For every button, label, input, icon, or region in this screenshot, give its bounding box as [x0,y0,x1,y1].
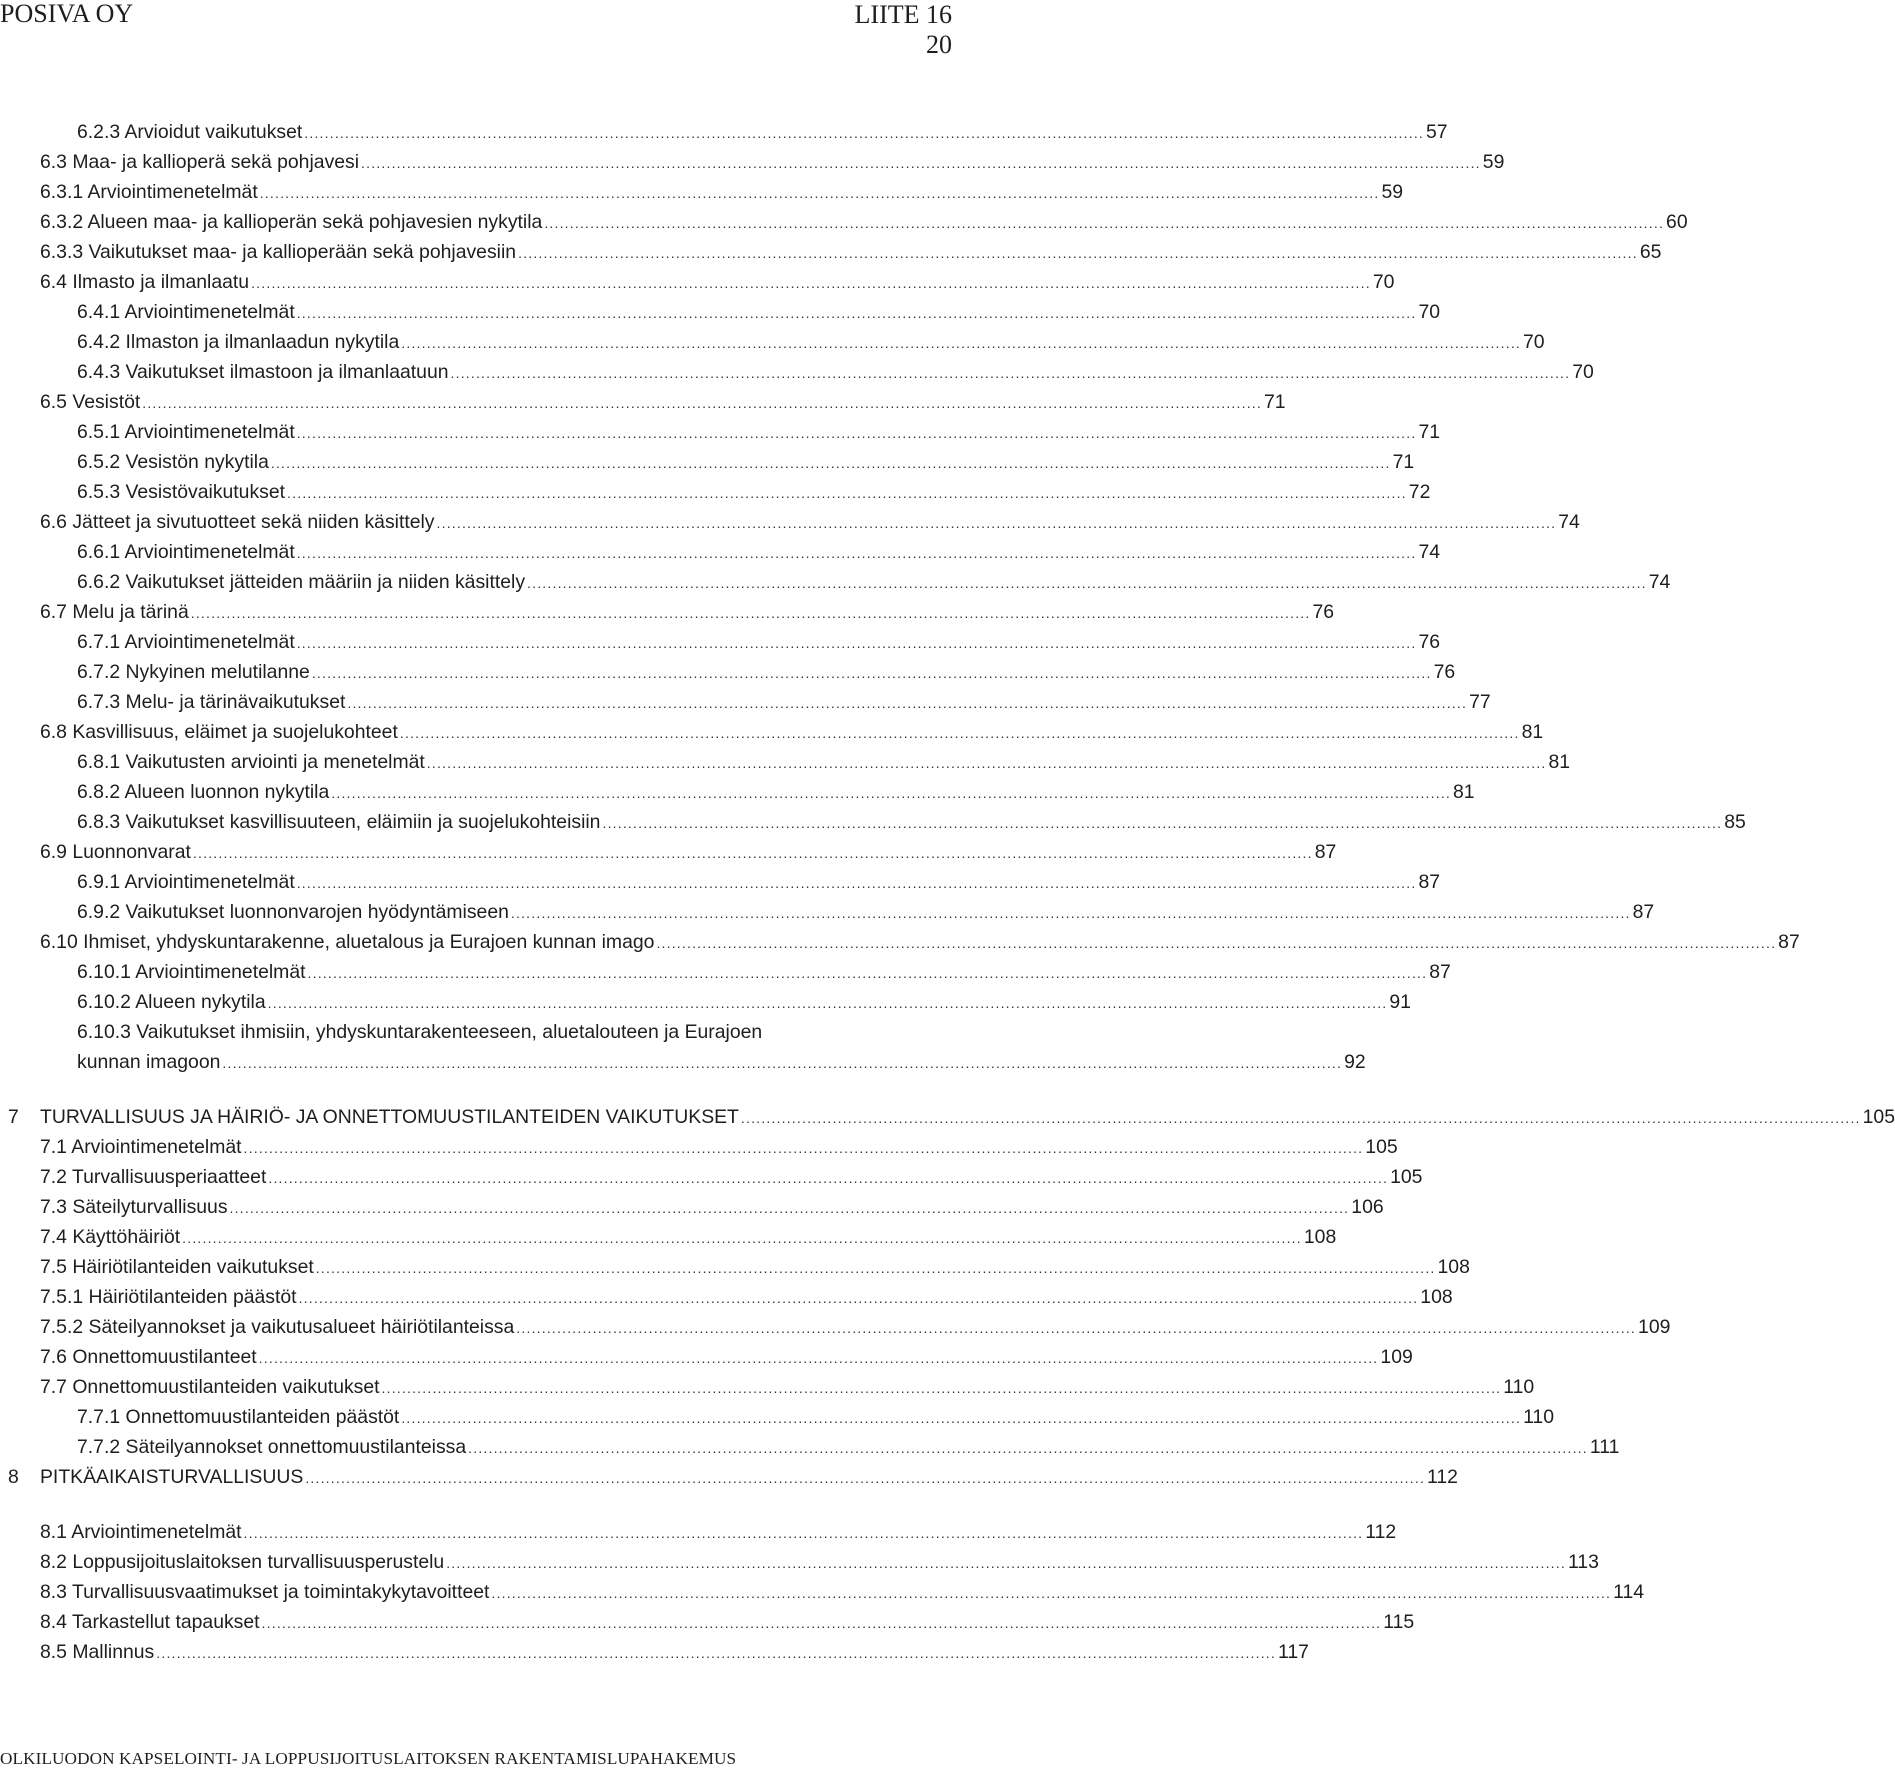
toc-entry[interactable] [77,1433,1620,1461]
toc-page-number: 110 [1503,1376,1535,1398]
dot-leader: ............................................................................................................................................................................................................................ [296,635,1417,651]
dot-leader: ............................................................................................................................................................................................................................ [399,725,1520,741]
toc-page-number: 112 [1427,1466,1458,1488]
dot-leader: ............................................................................................................................................................................................................................ [381,1380,1502,1396]
dot-leader: ............................................................................................................................................................................................................................ [518,245,1638,261]
toc-page-number: 109 [1380,1346,1413,1368]
toc-page-number: 111 [1589,1436,1620,1458]
toc-title: kunnan imagoon [77,1051,221,1073]
toc-title: 8.1 Arviointimenetelmät [40,1521,242,1543]
dot-leader: ............................................................................................................................................................................................................................ [510,905,1631,921]
toc-entry[interactable] [40,148,1505,176]
toc-page-number: 57 [1426,121,1448,143]
toc-title: 7.5.2 Säteilyannokset ja vaikutusalueet häiriötilanteissa [40,1316,515,1338]
toc-title: 7.3 Säteilyturvallisuus [40,1196,228,1218]
dot-leader: ............................................................................................................................................................................................................................ [307,965,1428,981]
toc-entry[interactable] [77,358,1594,386]
toc-title: 8.3 Turvallisuusvaatimukset ja toimintakykytavoitteet [40,1581,490,1603]
toc-title: 6.3.1 Arviointimenetelmät [40,181,258,203]
toc-page-number: 59 [1381,181,1404,203]
dot-leader: ............................................................................................................................................................................................................................ [296,545,1417,561]
toc-title: 6.6 Jätteet ja sivutuotteet sekä niiden käsittely [40,511,435,533]
toc-title: 6.8.3 Vaikutukset kasvillisuuteen, eläimiin ja suojelukohteisiin [77,811,601,833]
toc-entry[interactable] [40,1313,1671,1341]
dot-leader: ............................................................................................................................................................................................................................ [296,425,1417,441]
toc-title: 8.4 Tarkastellut tapaukset [40,1611,260,1633]
toc-page-number: 87 [1429,961,1451,983]
toc-page-number: 76 [1418,631,1441,653]
toc-title: 7.7 Onnettomuustilanteiden vaikutukset [40,1376,380,1398]
dot-leader: ............................................................................................................................................................................................................................ [361,155,1481,171]
dot-leader: ............................................................................................................................................................................................................................ [401,335,1522,351]
toc-title: 6.10.2 Alueen nykytila [77,991,266,1013]
toc-title: 7.7.2 Säteilyannokset onnettomuustilanteissa [77,1436,467,1458]
toc-page-number: 109 [1638,1316,1671,1338]
toc-page-number: 108 [1303,1226,1337,1248]
toc-page-number: 74 [1418,541,1441,563]
toc-entry[interactable] [40,268,1395,296]
toc-title: 6.8.1 Vaikutusten arviointi ja menetelmät [77,751,425,773]
toc-page-number: 91 [1389,991,1411,1013]
dot-leader: ............................................................................................................................................................................................................................ [527,575,1647,591]
toc-page-number: 74 [1648,571,1671,593]
dot-leader: ............................................................................................................................................................................................................................ [142,395,1262,411]
toc-entry[interactable] [40,1373,1535,1401]
toc-page-number: 70 [1523,331,1545,353]
toc-page-number: 87 [1418,871,1441,893]
toc-page-number: 113 [1567,1551,1599,1573]
dot-leader: ............................................................................................................................................................................................................................ [192,845,1313,861]
toc-page-number: 108 [1420,1286,1453,1308]
dot-leader: ............................................................................................................................................................................................................................ [740,1110,1861,1126]
toc-entry[interactable] [77,628,1441,656]
toc-title: 6.7 Melu ja tärinä [40,601,189,623]
toc-page-number: 114 [1613,1581,1645,1603]
dot-leader: ............................................................................................................................................................................................................................ [267,995,1388,1011]
dot-leader: ............................................................................................................................................................................................................................ [261,1615,1382,1631]
toc-entry[interactable] [40,1608,1415,1636]
toc-title: TURVALLISUUS JA HÄIRIÖ- JA ONNETTOMUUSTILANTEIDEN VAIKUTUKSET [40,1106,739,1128]
dot-leader: ............................................................................................................................................................................................................................ [305,1470,1426,1486]
dot-leader: ............................................................................................................................................................................................................................ [243,1525,1364,1541]
toc-page-number: 105 [1862,1106,1895,1128]
dot-leader: ............................................................................................................................................................................................................................ [251,275,1371,291]
toc-entry[interactable] [77,298,1441,326]
toc-entry[interactable] [77,808,1746,836]
appendix-label: LIITE 16 [854,0,952,29]
toc-title: 7.5 Häiriötilanteiden vaikutukset [40,1256,314,1278]
dot-leader: ............................................................................................................................................................................................................................ [426,755,1547,771]
dot-leader: ............................................................................................................................................................................................................................ [190,605,1311,621]
dot-leader: ............................................................................................................................................................................................................................ [258,1350,1379,1366]
dot-leader: ............................................................................................................................................................................................................................ [243,1140,1364,1156]
toc-entry[interactable] [77,1048,1366,1076]
toc-entry[interactable] [40,598,1335,626]
toc-entry[interactable] [77,1403,1554,1431]
toc-title: 6.5.1 Arviointimenetelmät [77,421,295,443]
toc-entry[interactable] [8,1463,1458,1491]
dot-leader: ............................................................................................................................................................................................................................ [347,695,1468,711]
toc-title: 6.3.2 Alueen maa- ja kallioperän sekä pohjavesien nykytila [40,211,543,233]
toc-page-number: 72 [1408,481,1431,503]
toc-page-number: 71 [1418,421,1441,443]
toc-page-number: 71 [1263,391,1286,413]
toc-title: 7.2 Turvallisuusperiaatteet [40,1166,267,1188]
toc-entry[interactable] [77,688,1491,716]
toc-page-number: 85 [1724,811,1746,833]
dot-leader: ............................................................................................................................................................................................................................ [446,1555,1566,1571]
dot-leader: ............................................................................................................................................................................................................................ [602,815,1723,831]
toc-entry[interactable] [8,1103,1895,1131]
toc-page-number: 81 [1548,751,1571,773]
toc-entry[interactable] [40,1548,1599,1576]
toc-title: 6.4.1 Arviointimenetelmät [77,301,295,323]
toc-entry[interactable] [77,958,1451,986]
dot-leader: ............................................................................................................................................................................................................................ [156,1645,1276,1661]
toc-entry[interactable] [40,1283,1453,1311]
toc-title: 6.4 Ilmasto ja ilmanlaatu [40,271,250,293]
toc-entry[interactable] [77,538,1441,566]
toc-entry[interactable] [40,178,1404,206]
dot-leader: ............................................................................................................................................................................................................................ [331,785,1452,801]
dot-leader: ............................................................................................................................................................................................................................ [468,1440,1588,1456]
toc-title: 6.5 Vesistöt [40,391,141,413]
dot-leader: ............................................................................................................................................................................................................................ [450,365,1571,381]
toc-title: 6.4.2 Ilmaston ja ilmanlaadun nykytila [77,331,400,353]
toc-entry[interactable] [40,1578,1645,1606]
dot-leader: ............................................................................................................................................................................................................................ [222,1055,1343,1071]
toc-title: 8.5 Mallinnus [40,1641,155,1663]
toc-title: 6.9 Luonnonvarat [40,841,191,863]
toc-page-number: 108 [1437,1256,1470,1278]
toc-entry[interactable] [77,478,1431,506]
toc-page-number: 81 [1453,781,1475,803]
toc-title: 7.5.1 Häiriötilanteiden päästöt [40,1286,297,1308]
toc-entry[interactable] [40,838,1337,866]
dot-leader: ............................................................................................................................................................................................................................ [182,1230,1302,1246]
toc-page-number: 65 [1639,241,1662,263]
toc-title: 6.8.2 Alueen luonnon nykytila [77,781,330,803]
toc-entry[interactable] [40,208,1688,236]
toc-entry[interactable] [40,508,1580,536]
toc-entry[interactable] [40,1163,1423,1191]
toc-entry[interactable] [40,928,1800,956]
dot-leader: ............................................................................................................................................................................................................................ [296,875,1417,891]
toc-title: 7.6 Onnettomuustilanteet [40,1346,257,1368]
dot-leader: ............................................................................................................................................................................................................................ [491,1585,1612,1601]
dot-leader: ............................................................................................................................................................................................................................ [656,935,1777,951]
toc-title: 6.7.2 Nykyinen melutilanne [77,661,310,683]
toc-entry[interactable] [40,1343,1413,1371]
dot-leader: ............................................................................................................................................................................................................................ [401,1410,1522,1426]
toc-chapter-number: 7 [8,1106,19,1128]
toc-entry[interactable] [40,718,1544,746]
toc-entry[interactable] [77,418,1441,446]
toc-entry[interactable] [77,568,1671,596]
dot-leader: ............................................................................................................................................................................................................................ [229,1200,1350,1216]
toc-title: 6.10.1 Arviointimenetelmät [77,961,306,983]
toc-page-number: 87 [1314,841,1337,863]
toc-title: 7.1 Arviointimenetelmät [40,1136,242,1158]
toc-title: 7.7.1 Onnettomuustilanteiden päästöt [77,1406,400,1428]
dot-leader: ............................................................................................................................................................................................................................ [287,485,1407,501]
page-number: 20 [926,30,952,59]
dot-leader: ............................................................................................................................................................................................................................ [311,665,1432,681]
toc-title: 7.4 Käyttöhäiriöt [40,1226,181,1248]
toc-page-number: 117 [1278,1641,1309,1663]
toc-title: 6.5.2 Vesistön nykytila [77,451,269,473]
toc-page-number: 59 [1482,151,1505,173]
toc-page-number: 71 [1392,451,1415,473]
toc-title: 6.10 Ihmiset, yhdyskuntarakenne, aluetalous ja Eurajoen kunnan imago [40,931,655,953]
toc-entry[interactable] [40,1193,1384,1221]
toc-entry[interactable] [40,1133,1398,1161]
toc-page-number: 115 [1383,1611,1415,1633]
toc-page-number: 70 [1572,361,1594,383]
dot-leader: ............................................................................................................................................................................................................................ [270,455,1391,471]
toc-page-number: 81 [1521,721,1544,743]
toc-page-number: 87 [1632,901,1655,923]
toc-entry[interactable] [40,1518,1397,1546]
toc-entry[interactable] [77,1018,926,1046]
toc-page-number: 87 [1778,931,1800,953]
header-company: POSIVA OY [0,0,134,28]
dot-leader: ............................................................................................................................................................................................................................ [304,125,1425,141]
toc-page-number: 105 [1390,1166,1423,1188]
toc-page-number: 77 [1469,691,1491,713]
toc-page-number: 70 [1372,271,1395,293]
toc-title: 6.3.3 Vaikutukset maa- ja kallioperään sekä pohjavesiin [40,241,517,263]
toc-entry[interactable] [40,1223,1337,1251]
toc-page-number: 76 [1312,601,1335,623]
toc-title: 6.5.3 Vesistövaikutukset [77,481,286,503]
toc-page-number: 106 [1351,1196,1384,1218]
toc-title: 6.7.3 Melu- ja tärinävaikutukset [77,691,346,713]
toc-entry[interactable] [77,868,1441,896]
toc-entry[interactable] [77,118,1448,146]
toc-entry[interactable] [40,388,1286,416]
toc-title: 6.9.2 Vaikutukset luonnonvarojen hyödyntämiseen [77,901,509,923]
toc-title: 8.2 Loppusijoituslaitoksen turvallisuusperustelu [40,1551,445,1573]
toc-title: 6.3 Maa- ja kallioperä sekä pohjavesi [40,151,360,173]
toc-page-number: 70 [1418,301,1441,323]
dot-leader: ............................................................................................................................................................................................................................ [298,1290,1419,1306]
toc-title: 6.2.3 Arvioidut vaikutukset [77,121,303,143]
toc-entry[interactable] [40,238,1662,266]
toc-chapter-number: 8 [8,1466,19,1488]
dot-leader: ............................................................................................................................................................................................................................ [315,1260,1436,1276]
toc-page-number: 60 [1666,211,1688,233]
toc-title: 6.10.3 Vaikutukset ihmisiin, yhdyskuntarakenteeseen, aluetalouteen ja Eurajoen [77,1021,763,1043]
footer-title: OLKILUODON KAPSELOINTI- JA LOPPUSIJOITUSLAITOKSEN RAKENTAMISLUPAHAKEMUS [0,1749,737,1768]
toc-entry[interactable] [77,448,1415,476]
dot-leader: ............................................................................................................................................................................................................................ [516,1320,1637,1336]
toc-page-number: 105 [1365,1136,1398,1158]
dot-leader: ............................................................................................................................................................................................................................ [436,515,1557,531]
dot-leader: ............................................................................................................................................................................................................................ [268,1170,1389,1186]
toc-title: 6.7.1 Arviointimenetelmät [77,631,295,653]
toc-title: 6.6.2 Vaikutukset jätteiden määriin ja niiden käsittely [77,571,526,593]
toc-entry[interactable] [77,748,1571,776]
toc-entry[interactable] [77,778,1475,806]
toc-title: 6.9.1 Arviointimenetelmät [77,871,295,893]
dot-leader: ............................................................................................................................................................................................................................ [544,215,1665,231]
toc-entry[interactable] [40,1638,1309,1666]
dot-leader: ............................................................................................................................................................................................................................ [259,185,1380,201]
toc-entry[interactable] [77,328,1545,356]
toc-page-number: 76 [1433,661,1456,683]
toc-title: 6.6.1 Arviointimenetelmät [77,541,295,563]
toc-title: 6.4.3 Vaikutukset ilmastoon ja ilmanlaatuun [77,361,449,383]
toc-title: 6.8 Kasvillisuus, eläimet ja suojelukohteet [40,721,398,743]
toc-page-number: 110 [1523,1406,1554,1428]
toc-page-number: 74 [1558,511,1580,533]
dot-leader: ............................................................................................................................................................................................................................ [296,305,1417,321]
toc-entry[interactable] [40,1253,1470,1281]
toc-page-number: 112 [1365,1521,1397,1543]
toc-entry[interactable] [77,898,1655,926]
toc-page-number: 92 [1344,1051,1366,1073]
toc-entry[interactable] [77,658,1456,686]
toc-entry[interactable] [77,988,1411,1016]
toc-title: PITKÄAIKAISTURVALLISUUS [40,1466,304,1488]
